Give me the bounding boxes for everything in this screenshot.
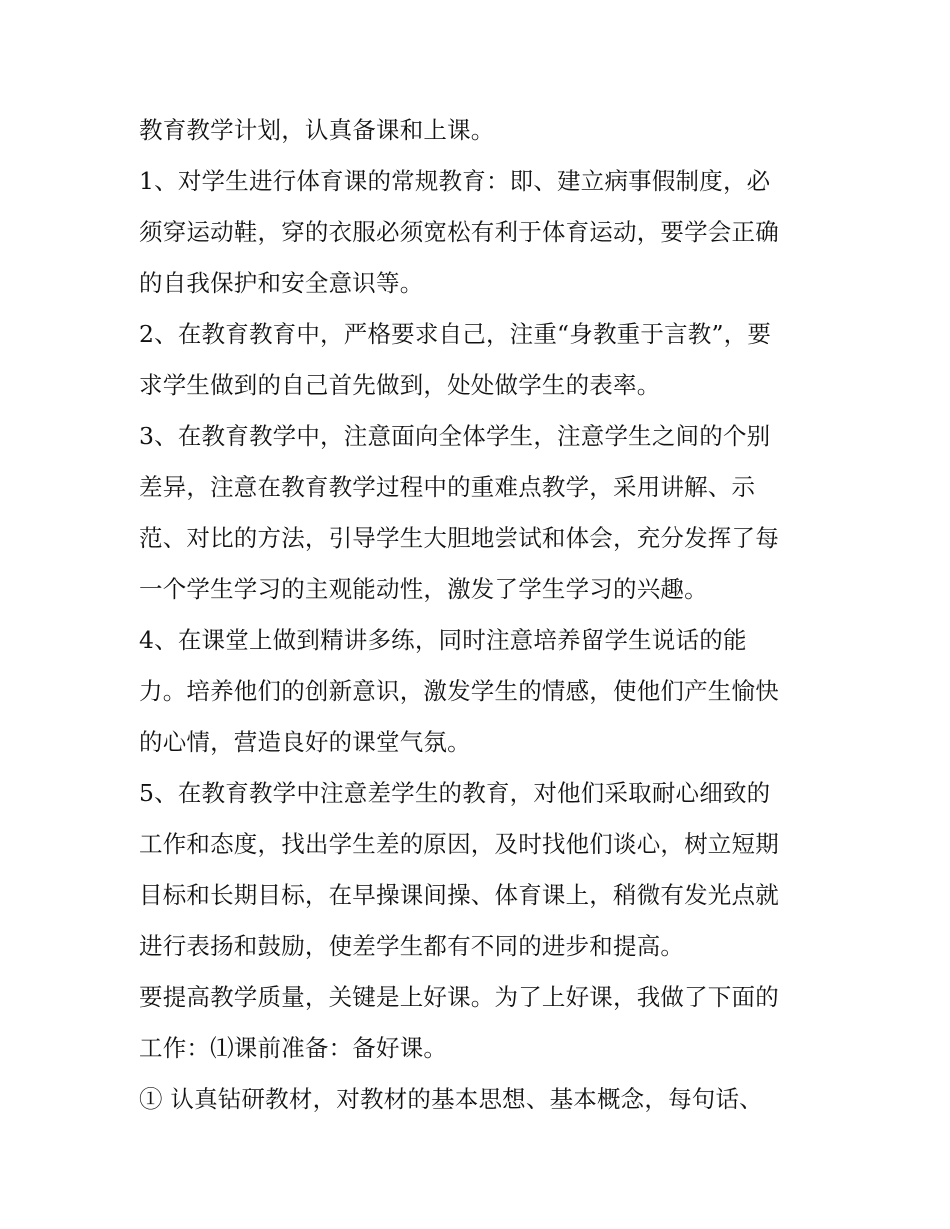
text-line: 进行表扬和鼓励，使差学生都有不同的进步和提高。 xyxy=(139,932,685,960)
text-line: 教育教学计划，认真备课和上课。 xyxy=(139,116,495,144)
text-line: 工作：⑴课前准备：备好课。 xyxy=(139,1034,448,1062)
text-line: ① 认真钻研教材，对教材的基本思想、基本概念，每句话、 xyxy=(139,1085,763,1113)
text-line: 的自我保护和安全意识等。 xyxy=(139,269,424,297)
text-line: 2、在教育教育中，严格要求自己，注重“身教重于言教”，要 xyxy=(139,320,772,348)
text-line: 5、在教育教学中注意差学生的教育，对他们采取耐心细致的 xyxy=(139,779,771,807)
text-line: 须穿运动鞋，穿的衣服必须宽松有利于体育运动，要学会正确 xyxy=(139,218,779,246)
text-line: 差异，注意在教育教学过程中的重难点教学，采用讲解、示 xyxy=(139,473,756,501)
text-line: 要提高教学质量，关键是上好课。为了上好课，我做了下面的 xyxy=(139,983,779,1011)
text-line: 工作和态度，找出学生差的原因，及时找他们谈心，树立短期 xyxy=(139,830,779,858)
text-line: 4、在课堂上做到精讲多练，同时注意培养留学生说话的能 xyxy=(139,626,747,654)
text-line: 力。培养他们的创新意识，激发学生的情感，使他们产生愉快 xyxy=(139,677,779,705)
text-line: 1、对学生进行体育课的常规教育：即、建立病事假制度，必 xyxy=(139,167,771,195)
text-line: 求学生做到的自己首先做到，处处做学生的表率。 xyxy=(139,371,661,399)
text-line: 3、在教育教学中，注意面向全体学生，注意学生之间的个别 xyxy=(139,422,771,450)
text-line: 一个学生学习的主观能动性，激发了学生学习的兴趣。 xyxy=(139,575,708,603)
text-line: 的心情，营造良好的课堂气氛。 xyxy=(139,728,471,756)
text-line: 范、对比的方法，引导学生大胆地尝试和体会，充分发挥了每 xyxy=(139,524,779,552)
text-line: 目标和长期目标，在早操课间操、体育课上，稍微有发光点就 xyxy=(139,881,779,909)
